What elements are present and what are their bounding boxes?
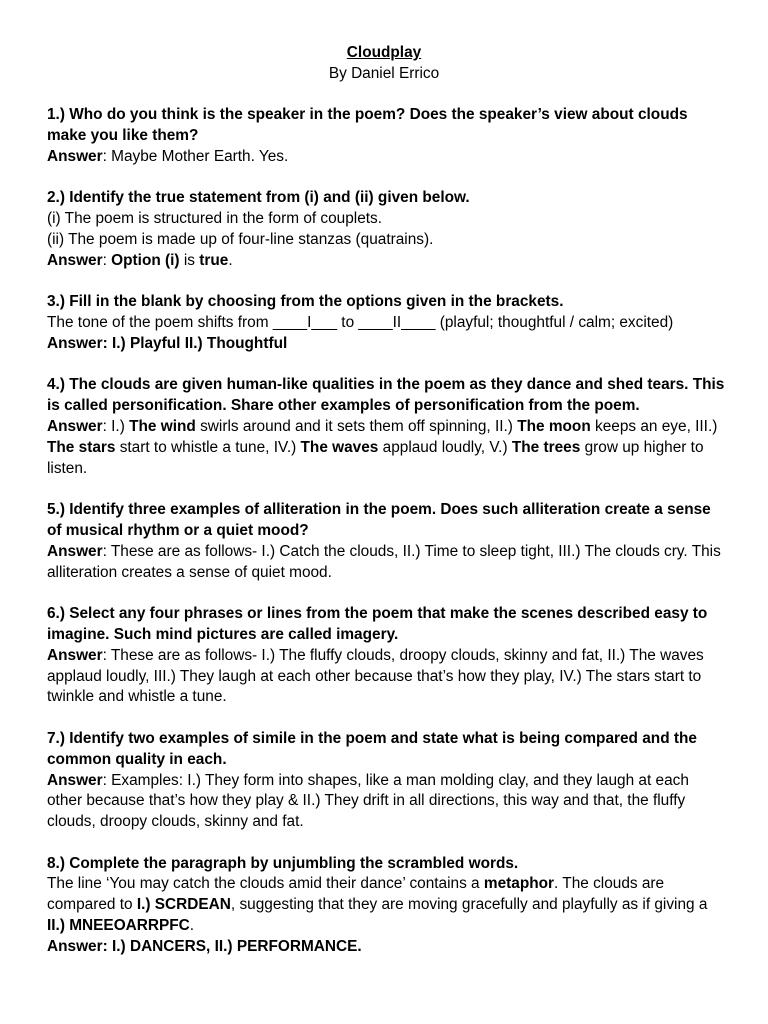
question-4 [47, 375, 727, 479]
question-5 [47, 500, 727, 583]
question-8-paragraph [47, 874, 727, 936]
answer-3: Answer: I.) Playful II.) Thoughtful [47, 334, 288, 352]
question-2-option-ii: (ii) The poem is made up of four-line stanzas (quatrains). [47, 230, 434, 248]
answer-4-part: keeps an eye, III.) [590, 417, 718, 435]
answer-4-part: grow up higher to listen. [47, 438, 704, 477]
answer-label: Answer [47, 542, 103, 560]
paragraph-emphasis: I.) SCRDEAN [136, 896, 231, 914]
answer-label: Answer [47, 771, 103, 789]
question-2-text: 2.) Identify the true statement from (i) and (ii) given below. [47, 189, 470, 207]
answer-6-text: : These are as follows- I.) The fluffy clouds, droopy clouds, skinny and fat, II.) The waves applaud loudly, III.) They laugh at each other because that’s how they play, IV.) The stars start to twinkle and whistle a tune. [47, 646, 704, 706]
answer-4-part: : I.) [102, 417, 130, 435]
answer-8: Answer: I.) DANCERS, II.) PERFORMANCE. [47, 937, 362, 955]
answer-5-text: : These are as follows- I.) Catch the clouds, II.) Time to sleep tight, III.) The clouds cry. This alliteration creates a sense of quiet mood. [47, 542, 721, 581]
answer-7-text: : Examples: I.) They form into shapes, like a man molding clay, and they laugh at each other because that’s how they play & II.) They drift in all directions, this way and that, the fluffy clouds, droopy clouds, skinny and fat. [47, 771, 689, 831]
answer-2-true: true [199, 251, 229, 269]
answer-6 [47, 646, 727, 708]
answer-2: Answer: Option (i) is true. [47, 251, 233, 269]
question-2-option-i: (i) The poem is structured in the form of couplets. [47, 209, 383, 227]
question-3 [47, 292, 727, 354]
answer-4-emphasis: The stars [47, 438, 116, 456]
answer-7 [47, 771, 727, 833]
answer-4-part: start to whistle a tune, IV.) [115, 438, 301, 456]
document-author: By Daniel Errico [328, 64, 440, 82]
document-title: Cloudplay [346, 44, 422, 61]
answer-2-option: Option (i) [111, 251, 180, 269]
paragraph-emphasis: metaphor [483, 875, 555, 893]
paragraph-part: , suggesting that they are moving gracefully and playfully as if giving a [230, 896, 708, 914]
answer-4-part: swirls around and it sets them off spinning, II.) [195, 417, 518, 435]
question-6 [47, 604, 727, 708]
answer-label: Answer [47, 417, 103, 435]
question-1-text: 1.) Who do you think is the speaker in the poem? Does the speaker’s view about clouds make you like them? [47, 106, 688, 144]
title-block [0, 43, 768, 85]
question-1 [47, 105, 727, 167]
question-2 [47, 188, 727, 271]
question-8-text: 8.) Complete the paragraph by unjumbling the scrambled words. [47, 854, 519, 872]
paragraph-part: . [189, 917, 195, 935]
answer-4-emphasis: The waves [300, 438, 379, 456]
question-list [47, 105, 727, 978]
answer-2-is: is [179, 251, 200, 269]
answer-4-emphasis: The wind [129, 417, 196, 435]
paragraph-part: The line ‘You may catch the clouds amid their dance’ contains a [47, 875, 484, 893]
answer-5 [47, 542, 727, 584]
answer-4-emphasis: The moon [517, 417, 591, 435]
question-5-text: 5.) Identify three examples of alliteration in the poem. Does such alliteration create a sense of musical rhythm or a quiet mood? [47, 501, 711, 539]
question-6-text: 6.) Select any four phrases or lines from the poem that make the scenes described easy to imagine. Such mind pictures are called imagery. [47, 605, 708, 643]
answer-label: Answer [47, 646, 103, 664]
paragraph-part: . The clouds are compared to [47, 875, 665, 914]
answer-1-text: Maybe Mother Earth. Yes. [106, 147, 289, 165]
paragraph-emphasis: II.) MNEEOARRPFC [47, 917, 190, 935]
answer-2-end: . [228, 251, 233, 269]
answer-1: Answer: Maybe Mother Earth. Yes. [47, 147, 289, 165]
answer-label: Answer [47, 147, 103, 165]
question-7-text: 7.) Identify two examples of simile in the poem and state what is being compared and the common quality in each. [47, 729, 697, 768]
answer-4-part: applaud loudly, V.) [378, 438, 512, 456]
answer-label: Answer [47, 251, 103, 269]
question-3-text: 3.) Fill in the blank by choosing from the options given in the brackets. [47, 293, 564, 311]
answer-4 [47, 417, 727, 479]
question-8 [47, 854, 727, 958]
question-7 [47, 729, 727, 833]
answer-4-emphasis: The trees [511, 438, 581, 456]
question-4-text: 4.) The clouds are given human-like qualities in the poem as they dance and shed tears. This is called personification. Share other examples of personification from the poem. [47, 376, 725, 415]
question-3-line: The tone of the poem shifts from ____I___ to ____II____ (playful; thoughtful / calm; excited) [47, 313, 674, 331]
